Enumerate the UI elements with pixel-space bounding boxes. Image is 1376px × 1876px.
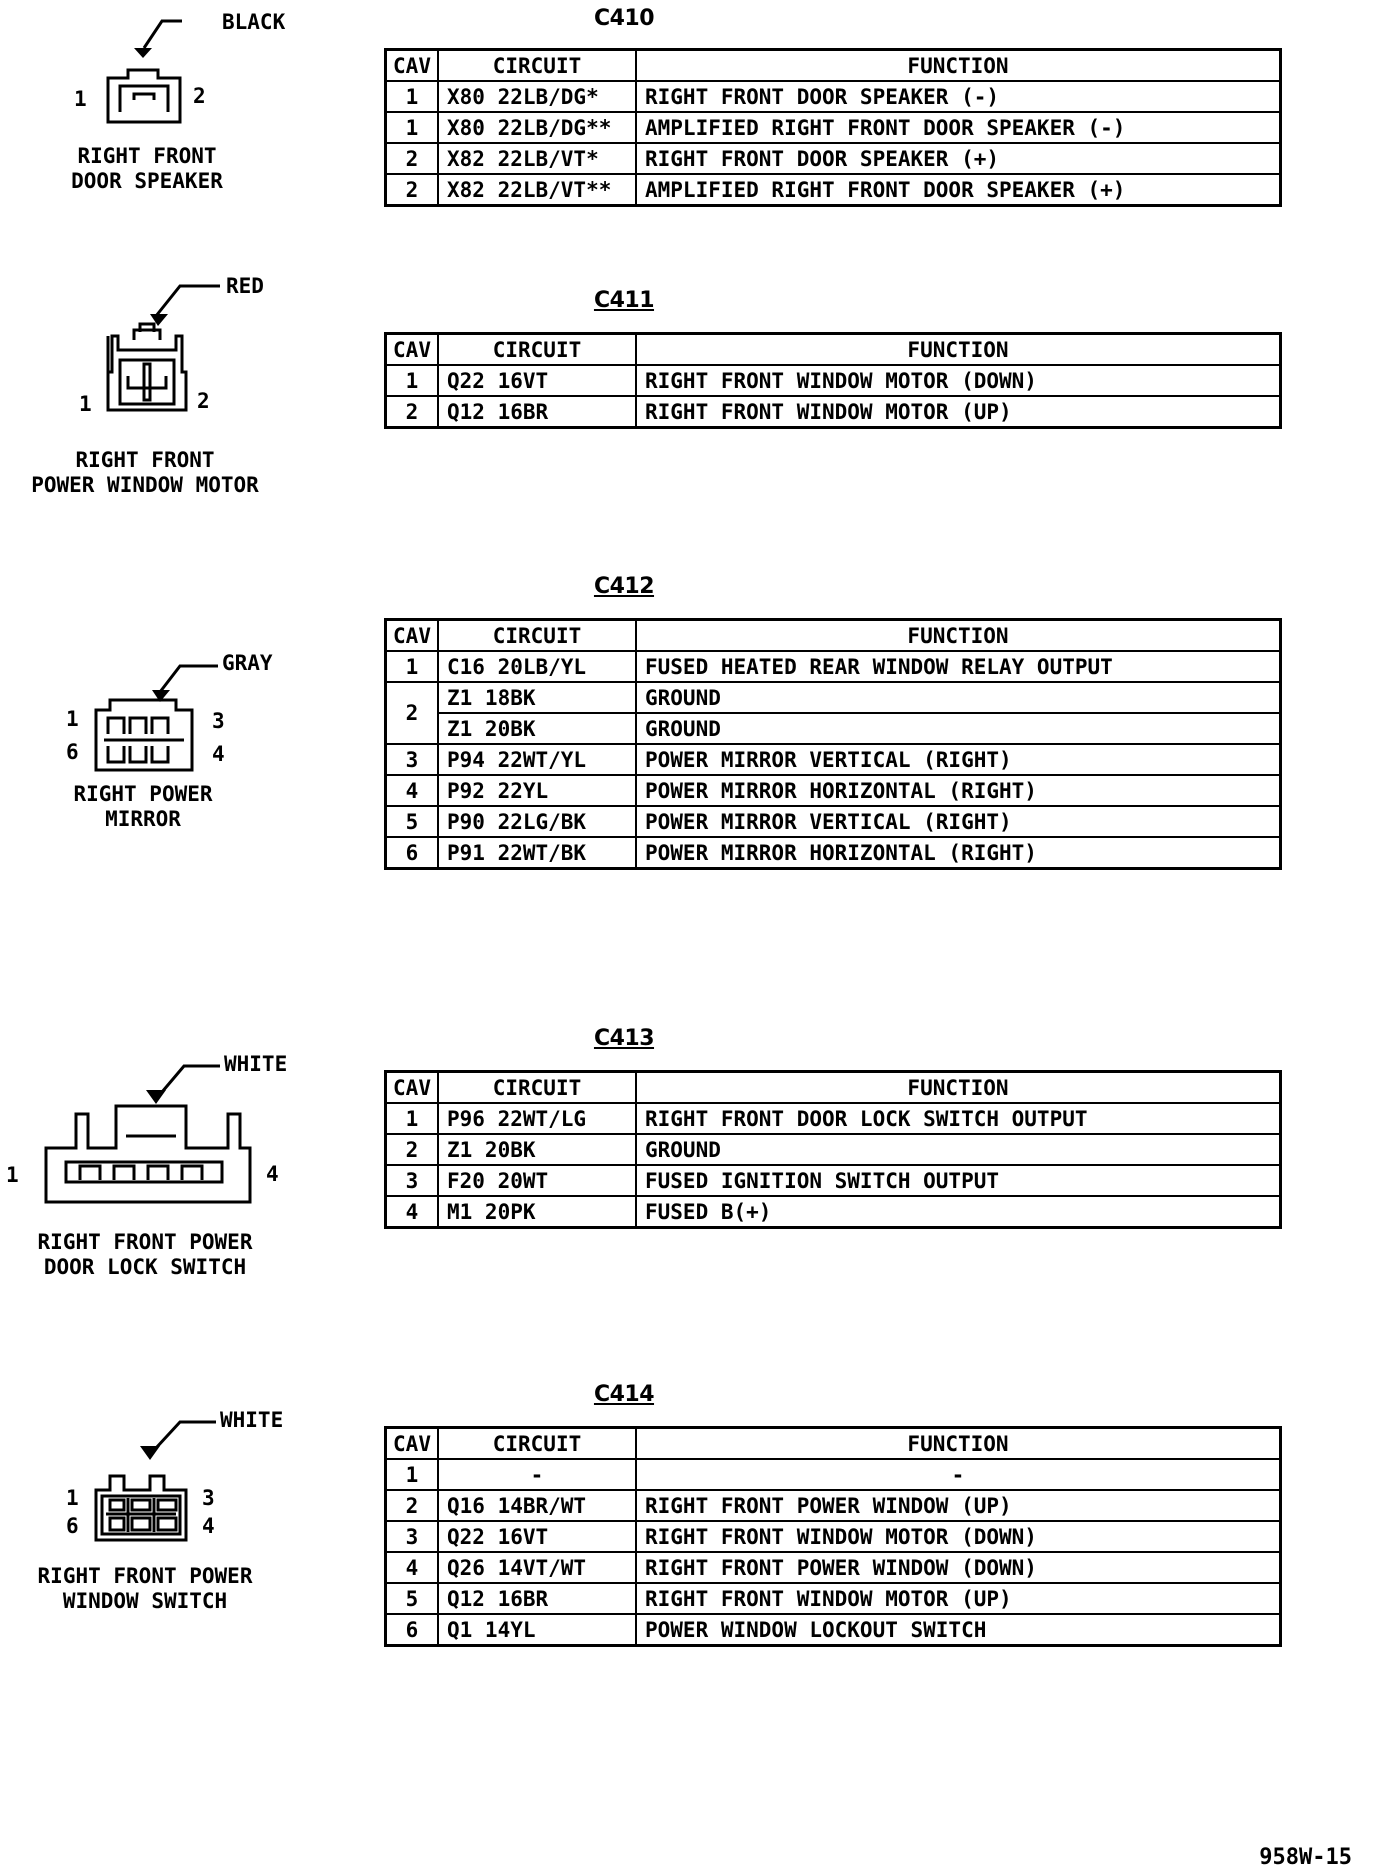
cav-cell: 3 — [386, 1521, 439, 1552]
table-row — [386, 1459, 1281, 1490]
function-cell: RIGHT FRONT POWER WINDOW (DOWN) — [636, 1552, 1281, 1583]
circuit-cell: Q26 14VT/WT — [438, 1552, 636, 1583]
header-cav: CAV — [386, 1428, 439, 1460]
circuit-cell: P91 22WT/BK — [438, 837, 636, 869]
cav-cell: 4 — [386, 775, 439, 806]
table-row — [386, 396, 1281, 428]
function-cell: RIGHT FRONT DOOR SPEAKER (+) — [636, 143, 1281, 174]
connector-name: RIGHT FRONT POWER WINDOW SWITCH — [37, 1564, 253, 1613]
header-function: FUNCTION — [636, 50, 1281, 82]
pin-label: 3 — [212, 709, 225, 733]
table-header-row — [386, 1428, 1281, 1460]
table-row — [386, 651, 1281, 682]
pin-table — [384, 48, 1282, 207]
table-row — [386, 112, 1281, 143]
circuit-cell: P90 22LG/BK — [438, 806, 636, 837]
circuit-cell: P94 22WT/YL — [438, 744, 636, 775]
cav-cell: 5 — [386, 1583, 439, 1614]
table-row — [386, 81, 1281, 112]
function-cell: POWER WINDOW LOCKOUT SWITCH — [636, 1614, 1281, 1646]
circuit-cell: Q12 16BR — [438, 1583, 636, 1614]
circuit-cell: C16 20LB/YL — [438, 651, 636, 682]
cav-cell: 3 — [386, 744, 439, 775]
cav-cell: 1 — [386, 365, 439, 396]
connector-id-title: C412 — [593, 574, 655, 599]
pin-label: 1 — [6, 1163, 19, 1187]
connector-id-title: C413 — [593, 1026, 655, 1051]
connector-c411-table-block — [384, 288, 1284, 448]
table-row — [386, 1490, 1281, 1521]
pin-table — [384, 1070, 1282, 1229]
function-cell: RIGHT FRONT WINDOW MOTOR (DOWN) — [636, 365, 1281, 396]
circuit-cell: P96 22WT/LG — [438, 1103, 636, 1134]
table-row — [386, 1583, 1281, 1614]
header-cav: CAV — [386, 50, 439, 82]
function-cell: AMPLIFIED RIGHT FRONT DOOR SPEAKER (-) — [636, 112, 1281, 143]
table-row — [386, 143, 1281, 174]
connector-name: RIGHT POWER MIRROR — [73, 782, 213, 831]
pin-table — [384, 332, 1282, 429]
table-row — [386, 365, 1281, 396]
function-cell: GROUND — [636, 1134, 1281, 1165]
function-cell: - — [636, 1459, 1281, 1490]
header-circuit: CIRCUIT — [438, 1428, 636, 1460]
table-row — [386, 174, 1281, 206]
connector-c414-table-block — [384, 1382, 1284, 1672]
circuit-cell: Q22 16VT — [438, 365, 636, 396]
circuit-cell: - — [438, 1459, 636, 1490]
function-cell: RIGHT FRONT DOOR LOCK SWITCH OUTPUT — [636, 1103, 1281, 1134]
table-row — [386, 744, 1281, 775]
cav-cell: 1 — [386, 1103, 439, 1134]
table-row — [386, 1103, 1281, 1134]
pin-label: 1 — [79, 392, 92, 416]
connector-c410-diagram — [0, 0, 300, 210]
circuit-cell: Z1 20BK — [438, 713, 636, 744]
cav-cell: 1 — [386, 112, 439, 143]
function-cell: FUSED B(+) — [636, 1196, 1281, 1228]
pin-label: 6 — [66, 1514, 79, 1538]
header-circuit: CIRCUIT — [438, 1072, 636, 1104]
function-cell: FUSED HEATED REAR WINDOW RELAY OUTPUT — [636, 651, 1281, 682]
cav-cell: 2 — [386, 143, 439, 174]
circuit-cell: Z1 18BK — [438, 682, 636, 713]
connector-color-label: WHITE — [220, 1408, 284, 1432]
circuit-cell: X80 22LB/DG** — [438, 112, 636, 143]
connector-id-title: C414 — [593, 1382, 655, 1407]
table-row — [386, 775, 1281, 806]
pin-label: 6 — [66, 740, 79, 764]
function-cell: POWER MIRROR HORIZONTAL (RIGHT) — [636, 837, 1281, 869]
pin-label: 4 — [212, 742, 225, 766]
header-circuit: CIRCUIT — [438, 334, 636, 366]
pin-label: 2 — [197, 389, 210, 413]
pin-table — [384, 1426, 1282, 1647]
cav-cell: 1 — [386, 81, 439, 112]
connector-name: RIGHT FRONT POWER WINDOW MOTOR — [31, 448, 259, 497]
connector-id-title: C410 — [593, 6, 655, 31]
header-circuit: CIRCUIT — [438, 50, 636, 82]
pin-table — [384, 618, 1282, 870]
header-function: FUNCTION — [636, 334, 1281, 366]
connector-c410-table-block — [384, 4, 1284, 219]
connector-c412-diagram — [0, 640, 300, 860]
circuit-cell: Q12 16BR — [438, 396, 636, 428]
circuit-cell: P92 22YL — [438, 775, 636, 806]
function-cell: POWER MIRROR HORIZONTAL (RIGHT) — [636, 775, 1281, 806]
header-circuit: CIRCUIT — [438, 620, 636, 652]
connector-color-label: WHITE — [224, 1052, 288, 1076]
header-function: FUNCTION — [636, 1428, 1281, 1460]
cav-cell: 2 — [386, 174, 439, 206]
connector-color-label: RED — [226, 274, 264, 298]
function-cell: RIGHT FRONT WINDOW MOTOR (UP) — [636, 1583, 1281, 1614]
function-cell: GROUND — [636, 713, 1281, 744]
connector-c412-table-block — [384, 574, 1284, 894]
cav-cell: 2 — [386, 396, 439, 428]
connector-color-label: BLACK — [222, 10, 286, 34]
cav-cell: 3 — [386, 1165, 439, 1196]
connector-color-label: GRAY — [222, 651, 273, 675]
connector-c413-table-block — [384, 1026, 1284, 1246]
figure-id: 958W-15 — [1259, 1845, 1352, 1870]
pin-label: 1 — [74, 87, 87, 111]
pin-label: 2 — [193, 84, 206, 108]
header-cav: CAV — [386, 1072, 439, 1104]
table-row — [386, 1196, 1281, 1228]
function-cell: RIGHT FRONT POWER WINDOW (UP) — [636, 1490, 1281, 1521]
cav-cell: 1 — [386, 1459, 439, 1490]
connector-name: RIGHT FRONT DOOR SPEAKER — [71, 144, 223, 193]
circuit-cell: Q16 14BR/WT — [438, 1490, 636, 1521]
circuit-cell: Q1 14YL — [438, 1614, 636, 1646]
circuit-cell: Z1 20BK — [438, 1134, 636, 1165]
table-header-row — [386, 620, 1281, 652]
function-cell: GROUND — [636, 682, 1281, 713]
connector-c413-diagram — [0, 1040, 300, 1290]
table-row — [386, 837, 1281, 869]
header-function: FUNCTION — [636, 1072, 1281, 1104]
header-cav: CAV — [386, 334, 439, 366]
header-function: FUNCTION — [636, 620, 1281, 652]
function-cell: FUSED IGNITION SWITCH OUTPUT — [636, 1165, 1281, 1196]
connector-c411-diagram — [0, 260, 300, 510]
cav-cell: 5 — [386, 806, 439, 837]
pin-label: 4 — [266, 1162, 279, 1186]
table-row — [386, 682, 1281, 713]
pin-label: 3 — [202, 1486, 215, 1510]
function-cell: POWER MIRROR VERTICAL (RIGHT) — [636, 744, 1281, 775]
pin-label: 1 — [66, 707, 79, 731]
table-row — [386, 1614, 1281, 1646]
connector-name: RIGHT FRONT POWER DOOR LOCK SWITCH — [37, 1230, 253, 1279]
circuit-cell: X82 22LB/VT* — [438, 143, 636, 174]
cav-cell: 2 — [386, 1490, 439, 1521]
function-cell: RIGHT FRONT WINDOW MOTOR (UP) — [636, 396, 1281, 428]
cav-cell: 4 — [386, 1196, 439, 1228]
circuit-cell: X82 22LB/VT** — [438, 174, 636, 206]
cav-cell: 2 — [386, 682, 439, 744]
circuit-cell: M1 20PK — [438, 1196, 636, 1228]
table-header-row — [386, 334, 1281, 366]
circuit-cell: F20 20WT — [438, 1165, 636, 1196]
table-row — [386, 1134, 1281, 1165]
table-header-row — [386, 1072, 1281, 1104]
table-row — [386, 1552, 1281, 1583]
cav-cell: 4 — [386, 1552, 439, 1583]
circuit-cell: Q22 16VT — [438, 1521, 636, 1552]
function-cell: POWER MIRROR VERTICAL (RIGHT) — [636, 806, 1281, 837]
circuit-cell: X80 22LB/DG* — [438, 81, 636, 112]
connector-id-title: C411 — [593, 288, 655, 313]
pin-label: 4 — [202, 1514, 215, 1538]
pin-label: 1 — [66, 1486, 79, 1510]
table-header-row — [386, 50, 1281, 82]
connector-c414-diagram — [0, 1400, 300, 1630]
cav-cell: 6 — [386, 837, 439, 869]
table-row — [386, 1165, 1281, 1196]
function-cell: RIGHT FRONT DOOR SPEAKER (-) — [636, 81, 1281, 112]
function-cell: RIGHT FRONT WINDOW MOTOR (DOWN) — [636, 1521, 1281, 1552]
table-row — [386, 806, 1281, 837]
function-cell: AMPLIFIED RIGHT FRONT DOOR SPEAKER (+) — [636, 174, 1281, 206]
cav-cell: 6 — [386, 1614, 439, 1646]
cav-cell: 1 — [386, 651, 439, 682]
table-row — [386, 713, 1281, 744]
cav-cell: 2 — [386, 1134, 439, 1165]
table-row — [386, 1521, 1281, 1552]
header-cav: CAV — [386, 620, 439, 652]
